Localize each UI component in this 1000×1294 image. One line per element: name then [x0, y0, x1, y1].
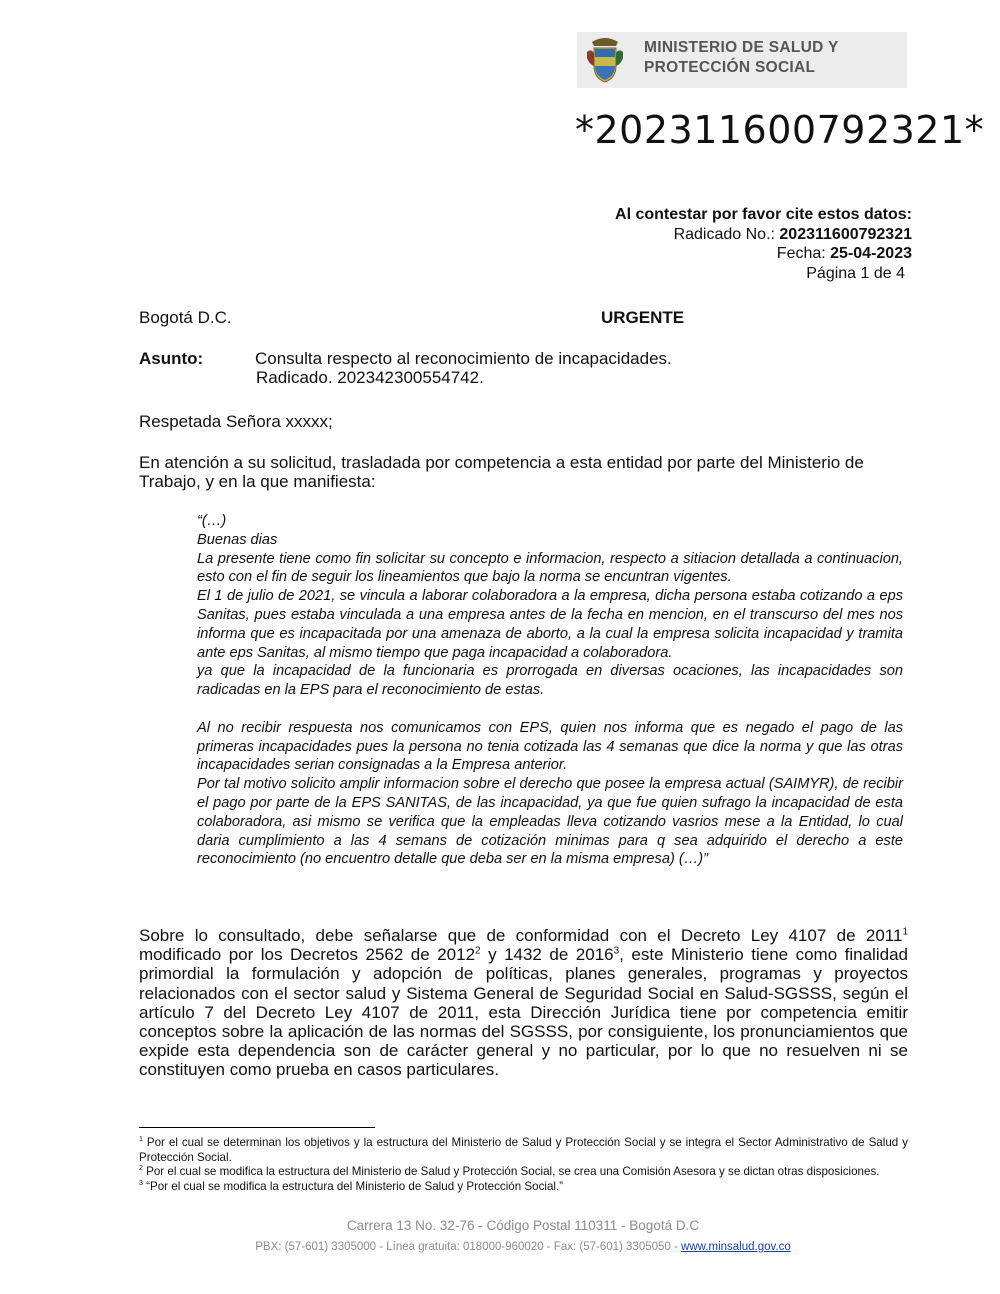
citation-instruction: Al contestar por favor cite estos datos: — [615, 206, 912, 223]
footnote-marker: 1 — [139, 1136, 143, 1144]
page-footer — [100, 1216, 946, 1258]
quote-paragraph: Por tal motivo solicito amplir informacion sobre el derecho que posee la empresa actual (SAIMYR), de recibir el pago por parte de la EPS SANITAS, de las incapacidad, ya que fue quien sufrago la incapacidad de esta colaboradora, asi mismo se verifica que la empleadas lleva cotizando vasrios mese a la Entidad, lo cual daria cumplimiento a las 4 semans de cotización minimas para q sea adquirido el derecho a este reconocimiento (no encuentro detalle que deba ser en la misma empresa) (…)” — [197, 776, 903, 868]
salutation: Respetada Señora xxxxx; — [139, 412, 333, 431]
paragraph-text: Sobre lo consultado, debe señalarse que de conformidad con el Decreto Ley 4107 de 2011 — [139, 926, 903, 945]
footer-address: Carrera 13 No. 32-76 - Código Postal 110311 - Bogotá D.C — [346, 1218, 700, 1233]
radicado-value: 202311600792321 — [779, 225, 912, 243]
subject-line2: Radicado. 202342300554742. — [256, 368, 484, 387]
legal-basis-paragraph — [139, 926, 908, 1080]
ministry-name — [644, 38, 904, 78]
subject-label: Asunto: — [139, 349, 204, 368]
subject-line1: Consulta respecto al reconocimiento de incapacidades. — [255, 349, 672, 368]
subject-text — [255, 349, 855, 387]
footnote-1 — [139, 1136, 908, 1165]
ministry-name-line2: PROTECCIÓN SOCIAL — [644, 59, 816, 76]
footnote-ref-2: 2 — [475, 945, 481, 957]
footnote-3 — [139, 1180, 908, 1195]
paragraph-text: modificado por los Decretos 2562 de 2012 — [139, 945, 476, 965]
footnote-divider — [139, 1127, 375, 1128]
quote-paragraph: Al no recibir respuesta nos comunicamos con EPS, quien nos informa que es negado el pago de las primeras incapacidades pues la persona no tenia cotizada las 4 semanas que dice la norma y que las otras incapacidades serian consignadas a la Empresa anterior. — [197, 719, 903, 774]
footnote-2 — [139, 1165, 908, 1180]
footer-contact-text: PBX: (57-601) 3305000 - Línea gratuita: 018000-960020 - Fax: (57-601) 3305050 - — [255, 1241, 682, 1253]
quote-open: “(…) — [197, 513, 227, 529]
fecha-line — [500, 244, 912, 264]
quote-paragraph: La presente tiene como fin solicitar su concepto e informacion, respecto a sitiacion detallada a continuacion, esto con el fin de seguir los lineamientos que bajo la norma se encuntran vigentes. — [197, 550, 903, 586]
paragraph-text: , este Ministerio tiene como finalidad primordial la formulación y adopción de políticas, planes generales, programas y proyectos relacionados con el sector salud y Sistema General de Seguridad Social en Salud-SGSSS, según el artículo 7 del Decreto Ley 4107 de 2011, esta Dirección Jurídica tiene por competencia emitir conceptos sobre la aplicación de las normas del SGSSS, por consiguiente, los pronunciamientos que expide esta dependencia son de carácter general y no particular, por lo que no resuelven ni se constituyen como prueba en casos particulares. — [139, 945, 908, 1080]
quote-greeting: Buenas dias — [197, 531, 278, 548]
footnote-marker: 3 — [139, 1179, 143, 1187]
footnote-marker: 2 — [139, 1165, 143, 1173]
fecha-label: Fecha: — [776, 245, 831, 262]
radicado-line — [500, 225, 912, 245]
intro-paragraph: En atención a su solicitud, trasladada por competencia a esta entidad por parte del Ministerio de Trabajo, y en la que manifiesta: — [139, 453, 864, 491]
coat-of-arms-icon — [584, 36, 626, 84]
footnotes — [139, 1136, 908, 1194]
radicado-label: Radicado No.: — [673, 225, 780, 243]
footer-contact — [100, 1236, 946, 1258]
footnote-text: “Por el cual se modifica la estructura del Ministerio de Salud y Protección Social.” — [142, 1179, 564, 1193]
footnote-text: Por el cual se modifica la estructura del Ministerio de Salud y Protección Social, se crea una Comisión Asesora y se dictan otras disposiciones. — [142, 1165, 880, 1179]
footnote-text: Por el cual se determinan los objetivos y la estructura del Ministerio de Salud y Protección Social y se integra el Sector Administrativo de Salud y Protección Social. — [139, 1136, 908, 1164]
fecha-value: 25-04-2023 — [830, 245, 912, 262]
website-link[interactable]: www.minsalud.gov.co — [681, 1241, 791, 1253]
footnote-ref-1: 1 — [902, 926, 908, 938]
page-number: Página 1 de 4 — [806, 264, 905, 282]
priority-label: URGENTE — [601, 308, 685, 327]
quoted-request — [197, 512, 903, 869]
paragraph-text: y 1432 de 2016 — [480, 945, 614, 965]
footnote-ref-3: 3 — [613, 945, 620, 957]
quote-paragraph: El 1 de julio de 2021, se vincula a laborar colaboradora a la empresa, dicha persona estaba cotizando a eps Sanitas, pues estaba vinculada a una empresa antes de la fecha en mencion, en el transcurso del mes nos informa que es incapacitada por una amenaza de aborto, a la cual la empresa solicita incapacidad y tramita ante eps Sanitas, al mismo tiempo que paga incapacidad a colaboradora. — [197, 588, 903, 661]
barcode-number: *202311600792321* — [575, 108, 985, 152]
city: Bogotá D.C. — [139, 308, 232, 327]
quote-paragraph: ya que la incapacidad de la funcionaria es prorrogada en diversas ocaciones, las incapacidades son radicadas en la EPS para el reconocimiento de estas. — [197, 663, 903, 699]
citation-block — [500, 205, 912, 283]
ministry-name-line1: MINISTERIO DE SALUD Y — [644, 39, 839, 56]
